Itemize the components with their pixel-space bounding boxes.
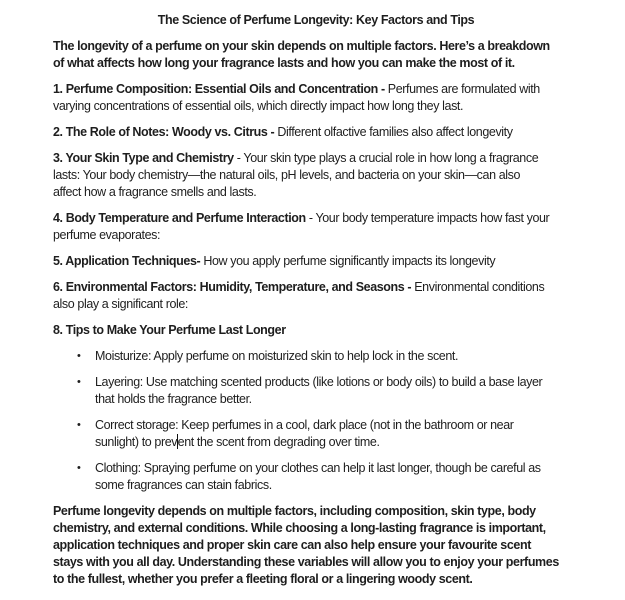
text-run: Clothing: Spraying perfume on your clothes can help it last longer, though be careful as — [95, 461, 541, 475]
text-run: - Your body temperature impacts how fast your — [305, 211, 550, 225]
text-run: 1. Perfume Composition: Essential Oils and Concentration - — [53, 82, 388, 96]
text-run: sunlight) to prev — [95, 435, 178, 449]
bullet-text — [95, 348, 579, 365]
text-line[interactable] — [95, 477, 579, 494]
text-line[interactable] — [53, 55, 579, 72]
bullet-item[interactable] — [53, 348, 579, 365]
text-run: of what affects how long your fragrance lasts and how you can make the most of it. — [53, 56, 515, 70]
text-run: lasts: Your body chemistry—the natural oils, pH levels, and bacteria on your skin—can also — [53, 168, 521, 182]
text-run: some fragrances can stain fabrics. — [95, 478, 272, 492]
text-run: 2. The Role of Notes: Woody vs. Citrus - — [53, 125, 278, 139]
text-line[interactable] — [53, 554, 579, 571]
text-line[interactable] — [53, 81, 579, 98]
conclusion-paragraph[interactable] — [53, 503, 579, 588]
document-blocks — [53, 38, 579, 588]
text-line[interactable] — [95, 434, 579, 451]
text-line[interactable] — [53, 571, 579, 588]
text-run: How you apply perfume significantly impacts its longevity — [200, 254, 496, 268]
bullet-marker: • — [77, 419, 81, 431]
text-run: also play a significant role: — [53, 297, 189, 311]
text-run: chemistry, and external conditions. While choosing a long-lasting fragrance is important, — [53, 521, 546, 535]
text-run: Perfumes are formulated with — [387, 82, 540, 96]
text-line[interactable] — [53, 167, 579, 184]
text-run: Correct storage: Keep perfumes in a cool, dark place (not in the bathroom or near — [95, 418, 514, 432]
text-run: Perfume longevity depends on multiple factors, including composition, skin type, body — [53, 504, 536, 518]
text-run: Layering: Use matching scented products (like lotions or body oils) to build a base layer — [95, 375, 543, 389]
text-line[interactable] — [53, 503, 579, 520]
bullet-text — [95, 460, 579, 494]
title-line: The Science of Perfume Longevity: Key Factors and Tips — [157, 13, 475, 27]
bullet-text — [95, 374, 579, 408]
item-8-tips-heading[interactable] — [53, 322, 579, 339]
text-line[interactable] — [53, 253, 579, 270]
item-2-notes[interactable] — [53, 124, 579, 141]
text-line[interactable] — [95, 417, 579, 434]
bullet-item[interactable] — [53, 374, 579, 408]
text-run: stays with you all day. Understanding these variables will allow you to enjoy your perfumes — [53, 555, 559, 569]
text-run: perfume evaporates: — [53, 228, 161, 242]
text-run: - Your skin type plays a crucial role in how long a fragrance — [233, 151, 539, 165]
item-1-composition[interactable] — [53, 81, 579, 115]
text-run: varying concentrations of essential oils, which directly impact how long they last. — [53, 99, 464, 113]
text-run: The longevity of a perfume on your skin depends on multiple factors. Here’s a breakdown — [53, 39, 550, 53]
text-line[interactable] — [53, 210, 579, 227]
text-run: 5. Application Techniques- — [53, 254, 201, 268]
document-title[interactable] — [53, 12, 579, 29]
text-line[interactable] — [95, 374, 579, 391]
text-line[interactable] — [53, 537, 579, 554]
text-run: Moisturize: Apply perfume on moisturized skin to help lock in the scent. — [95, 349, 459, 363]
text-run: 8. Tips to Make Your Perfume Last Longer — [53, 323, 286, 337]
text-line[interactable] — [53, 296, 579, 313]
text-line[interactable] — [95, 348, 579, 365]
text-line[interactable] — [53, 150, 579, 167]
item-3-skin-type[interactable] — [53, 150, 579, 201]
text-line[interactable] — [53, 520, 579, 537]
text-run: application techniques and proper skin care can also help ensure your favourite scent — [53, 538, 531, 552]
text-run: that holds the fragrance better. — [95, 392, 252, 406]
bullet-item[interactable] — [53, 460, 579, 494]
text-line[interactable] — [53, 322, 579, 339]
text-line[interactable] — [95, 391, 579, 408]
text-line[interactable] — [53, 184, 579, 201]
text-run: ent the scent from degrading over time. — [177, 435, 380, 449]
text-line[interactable] — [53, 227, 579, 244]
text-run: affect how a fragrance smells and lasts. — [53, 185, 257, 199]
text-run: Environmental conditions — [414, 280, 545, 294]
text-run: 4. Body Temperature and Perfume Interaction — [53, 211, 306, 225]
bullet-marker: • — [77, 376, 81, 388]
text-run: 3. Your Skin Type and Chemistry — [53, 151, 234, 165]
bullet-text — [95, 417, 579, 451]
text-line[interactable] — [53, 98, 579, 115]
text-line[interactable] — [53, 279, 579, 296]
text-run: to the fullest, whether you prefer a fleeting floral or a lingering woody scent. — [53, 572, 473, 586]
text-run: Different olfactive families also affect longevity — [277, 125, 513, 139]
item-5-application[interactable] — [53, 253, 579, 270]
text-line[interactable] — [53, 124, 579, 141]
item-6-environment[interactable] — [53, 279, 579, 313]
text-line[interactable] — [53, 38, 579, 55]
bullet-item[interactable] — [53, 417, 579, 451]
bullet-marker: • — [77, 462, 81, 474]
bullet-marker: • — [77, 350, 81, 362]
intro-paragraph[interactable] — [53, 38, 579, 72]
item-4-body-temperature[interactable] — [53, 210, 579, 244]
tips-list — [53, 348, 579, 494]
text-line[interactable] — [95, 460, 579, 477]
text-run: 6. Environmental Factors: Humidity, Temperature, and Seasons - — [53, 280, 415, 294]
